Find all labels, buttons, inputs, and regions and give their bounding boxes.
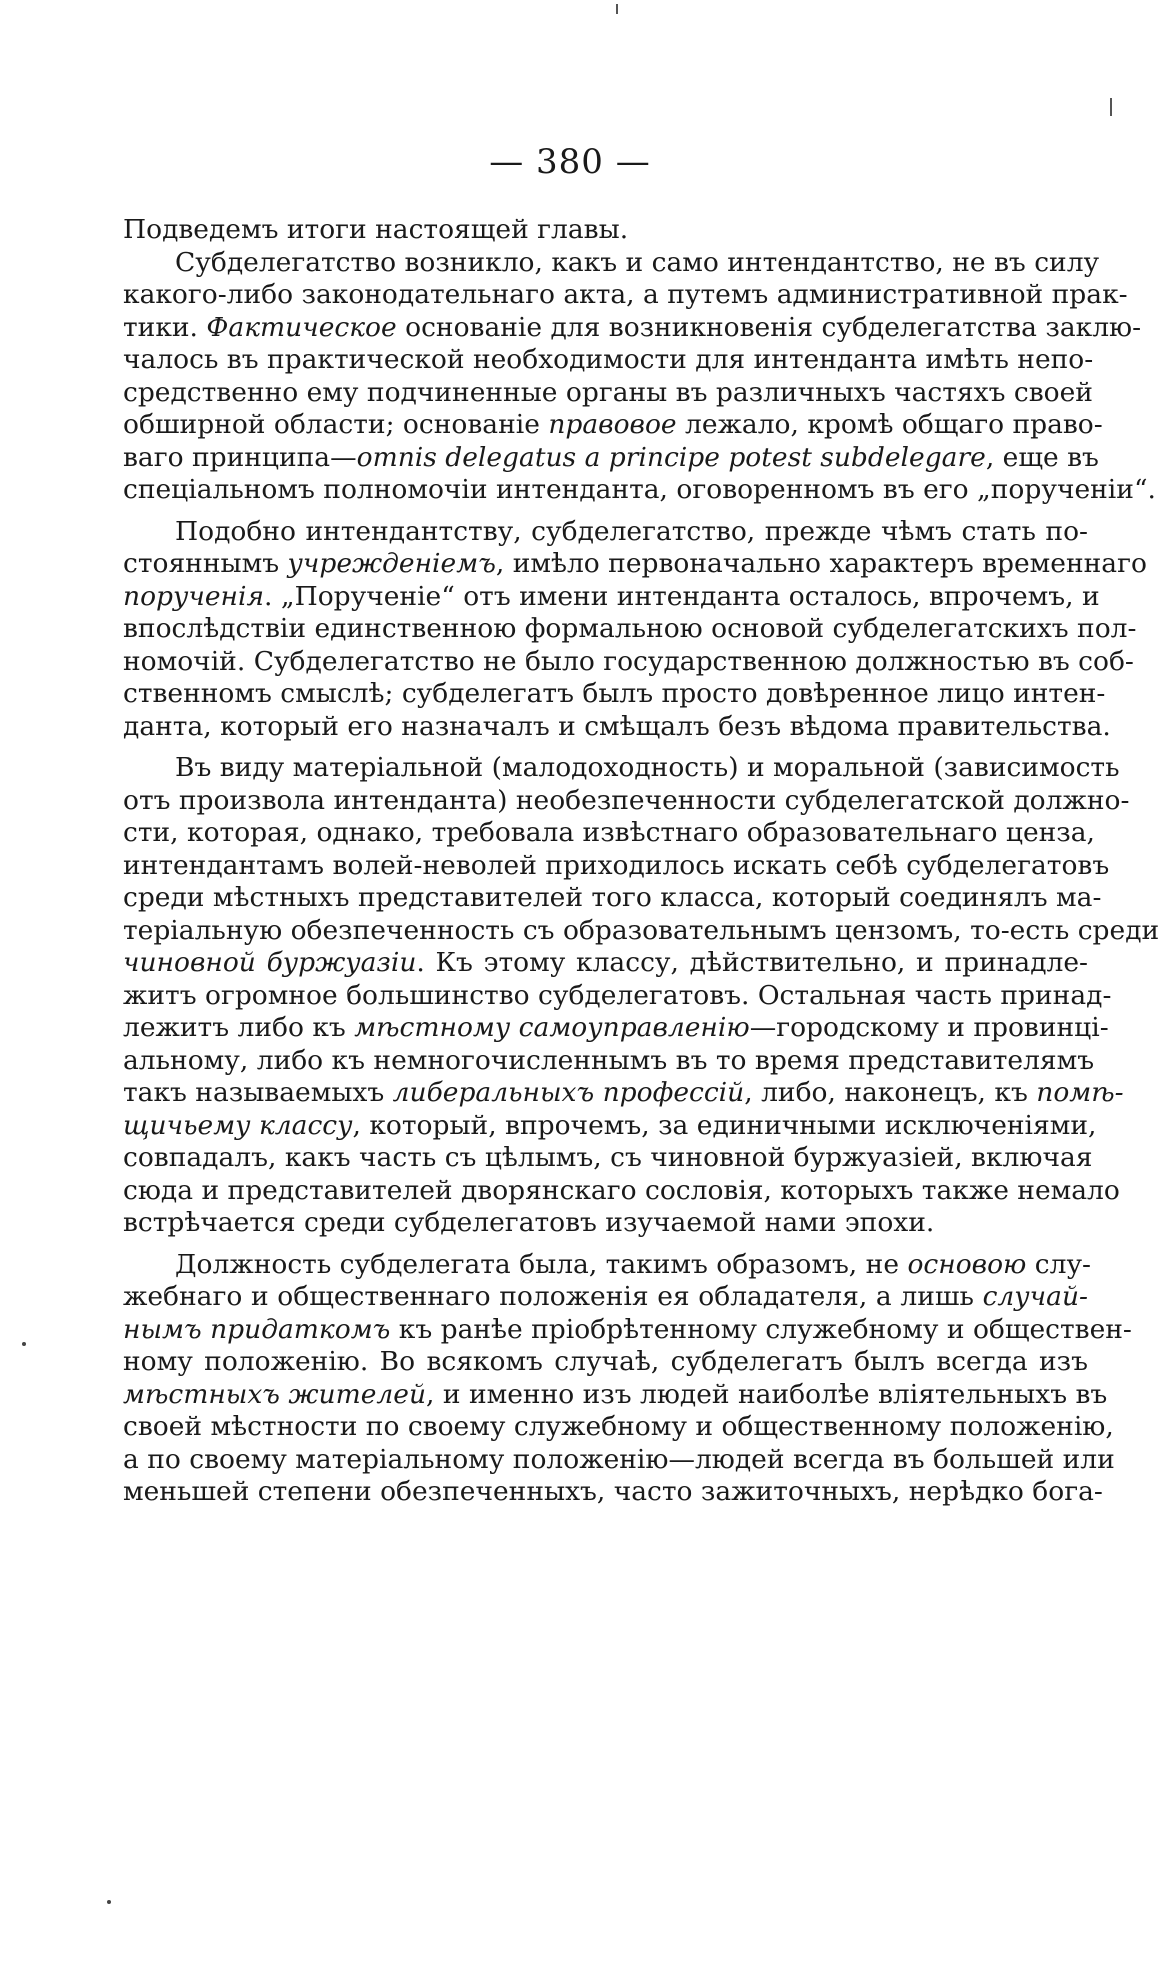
scan-mark — [1110, 98, 1112, 116]
text-segment: Должность субделегата была, такимъ образомъ, не — [175, 1248, 908, 1280]
text-segment: . Къ этому классу, дѣйствительно, и принадле- — [416, 947, 1088, 978]
text-line — [123, 1012, 1109, 1045]
text-segment: а по своему матеріальному положенію—людей всегда въ большей или — [123, 1443, 1115, 1475]
text-segment: сти, которая, однако, требовала извѣстнаго образовательнаго ценза, — [123, 817, 1095, 848]
text-segment: тики. — [123, 311, 207, 343]
text-segment: альному, либо къ немногочисленнымъ въ то время представителямъ — [123, 1044, 1095, 1076]
text-segment: , либо, наконецъ, къ — [744, 1077, 1037, 1108]
text-segment: чалось въ практической необходимости для интенданта имѣть непо- — [123, 344, 1094, 375]
italic-text: мѣстныхъ жителей — [123, 1378, 427, 1410]
text-segment: меньшей степени обезпеченныхъ, часто зажиточныхъ, нерѣдко бога- — [123, 1476, 1103, 1507]
text-line — [123, 441, 1099, 475]
text-segment: ственномъ смыслѣ; субделегатъ былъ просто довѣренное лицо интен- — [123, 678, 1106, 709]
text-line — [123, 344, 1094, 377]
text-segment: интендантамъ волей-неволей приходилось искать себѣ субделегатовъ — [123, 849, 1110, 881]
text-line — [123, 1142, 1093, 1175]
text-line — [123, 1174, 1120, 1208]
text-segment: Въ виду матеріальной (малодоходность) и моральной (зависимость — [175, 752, 1120, 783]
text-segment: средственно ему подчиненные органы въ различныхъ частяхъ своей — [123, 376, 1093, 408]
text-line — [123, 1044, 1095, 1078]
scan-mark — [616, 4, 618, 14]
text-line — [123, 548, 1147, 581]
text-segment: жебнаго и общественнаго положенія ея обладателя, а лишь — [123, 1281, 983, 1312]
text-line — [123, 613, 1137, 646]
text-segment: данта, который его назначалъ и смѣщалъ безъ вѣдома правительства. — [123, 710, 1111, 742]
text-segment: Подведемъ итоги настоящей главы. — [123, 214, 629, 245]
text-line — [123, 409, 1103, 442]
text-segment: слу- — [1026, 1248, 1092, 1280]
italic-text: Фактическое — [206, 311, 397, 343]
text-line — [123, 580, 1100, 614]
page-number: — 380 — — [489, 142, 651, 182]
text-line — [123, 1378, 1108, 1412]
text-line — [123, 516, 1088, 549]
text-segment: житъ огромное большинство субделегатовъ. Остальная часть принад- — [123, 979, 1112, 1011]
text-line — [123, 914, 1159, 948]
italic-text: помѣ- — [1036, 1077, 1124, 1108]
text-segment: —городскому и провинці- — [749, 1012, 1109, 1043]
text-segment: ному положенію. Во всякомъ случаѣ, субделегатъ былъ всегда изъ — [123, 1346, 1088, 1377]
text-line — [123, 849, 1110, 883]
text-segment: лежитъ либо къ — [123, 1012, 355, 1043]
italic-text: чиновной буржуазіи — [123, 947, 417, 978]
text-line — [123, 1281, 1088, 1314]
body-text — [123, 214, 1159, 1509]
text-line — [123, 1207, 1088, 1240]
text-segment: стояннымъ — [123, 548, 288, 579]
text-segment: . „Порученіе“ отъ имени интенданта осталось, впрочемъ, и — [264, 580, 1100, 612]
italic-text: мѣстному самоуправленію — [354, 1012, 750, 1043]
text-line — [123, 979, 1112, 1013]
text-segment: ваго принципа— — [123, 441, 357, 473]
text-segment: отъ произвола интенданта) необезпеченности субделегатской должно- — [123, 784, 1130, 816]
text-segment: номочій. Субделегатство не было государственною должностью въ соб- — [123, 645, 1134, 677]
text-segment: , еще въ — [985, 441, 1099, 473]
text-segment: сюда и представителей дворянскаго сословія, которыхъ также немало — [123, 1174, 1120, 1206]
text-line — [123, 678, 1106, 711]
text-segment: теріальную обезпеченность съ образовательнымъ цензомъ, то-есть среди — [123, 914, 1159, 946]
text-segment: обширной области; основаніе — [123, 409, 549, 440]
text-line — [123, 1109, 1097, 1143]
text-segment: встрѣчается среди субделегатовъ изучаемой нами эпохи. — [123, 1207, 935, 1238]
text-segment: такъ называемыхъ — [123, 1077, 393, 1108]
text-line — [123, 947, 1088, 980]
italic-text: порученія — [123, 580, 265, 612]
text-segment: , который, впрочемъ, за единичными исключеніями, — [352, 1109, 1097, 1141]
text-segment: , имѣло первоначально характеръ временнаго — [495, 548, 1147, 579]
italic-text: правовое — [548, 409, 677, 440]
italic-text: случай- — [982, 1281, 1088, 1312]
text-line — [123, 214, 1088, 247]
italic-text: либеральныхъ профессій — [392, 1077, 745, 1108]
text-line — [123, 376, 1093, 410]
text-segment: , и именно изъ людей наиболѣе вліятельныхъ въ — [426, 1378, 1108, 1410]
text-line — [123, 1476, 1103, 1509]
text-line — [123, 1077, 1124, 1110]
text-line — [123, 311, 1142, 345]
text-line — [123, 246, 1100, 280]
scan-dot — [107, 1900, 111, 1904]
text-line — [123, 645, 1134, 679]
text-line — [123, 1443, 1115, 1477]
text-line — [123, 817, 1095, 850]
scan-dot — [22, 1342, 26, 1346]
text-line — [123, 1313, 1132, 1347]
text-segment: среди мѣстныхъ представителей того класса, который соединялъ ма- — [123, 882, 1102, 913]
text-segment: своей мѣстности по своему служебному и общественному положенію, — [123, 1411, 1114, 1442]
text-segment: совпадалъ, какъ часть съ цѣлымъ, съ чиновной буржуазіей, включая — [123, 1142, 1093, 1173]
text-line — [123, 710, 1111, 744]
text-line — [123, 882, 1102, 915]
text-segment: впослѣдствіи единственною формальною основой субделегатскихъ пол- — [123, 613, 1137, 644]
text-line — [123, 1248, 1092, 1282]
text-segment: основаніе для возникновенія субделегатства заклю- — [396, 311, 1142, 343]
text-segment: лежало, кромѣ общаго право- — [676, 409, 1103, 440]
text-line — [123, 474, 1156, 507]
italic-text: основою — [907, 1248, 1027, 1280]
text-line — [123, 1411, 1114, 1444]
text-segment: къ ранѣе пріобрѣтенному служебному и обществен- — [390, 1313, 1132, 1345]
text-line — [123, 752, 1120, 785]
text-segment: какого-либо законодательнаго акта, а путемъ административной прак- — [123, 279, 1128, 310]
text-segment: Субделегатство возникло, какъ и само интендантство, не въ силу — [175, 246, 1100, 278]
italic-text: omnis delegatus a principe potest subdelegare — [356, 441, 986, 473]
text-segment: спеціальномъ полномочіи интенданта, оговоренномъ въ его „порученіи“. — [123, 474, 1156, 505]
text-line — [123, 1346, 1088, 1379]
text-line — [123, 279, 1128, 312]
italic-text: учрежденіемъ — [287, 548, 496, 579]
text-line — [123, 784, 1130, 818]
text-segment: Подобно интендантству, субделегатство, прежде чѣмъ стать по- — [175, 515, 1088, 547]
italic-text: нымъ придаткомъ — [123, 1313, 391, 1345]
italic-text: щичьему классу — [123, 1109, 353, 1141]
